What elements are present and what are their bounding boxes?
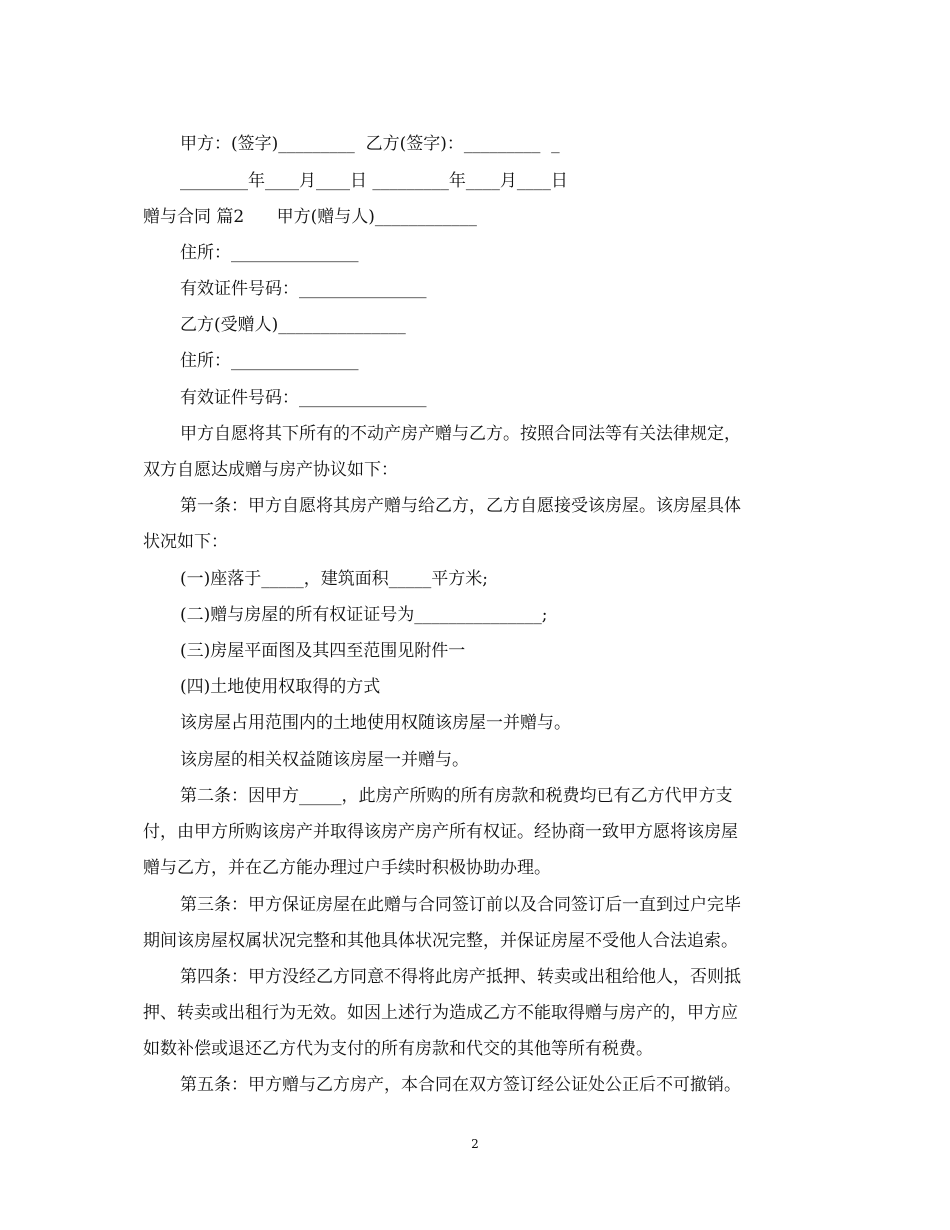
paragraph-line: 双方自愿达成赠与房产协议如下： — [143, 460, 398, 480]
signature-line: 甲方：(签字)_________ 乙方(签字)：_________ _ — [180, 134, 560, 154]
article-2-line: 付，由甲方所购该房产并取得该房产房产所有权证。经协商一致甲方愿将该房屋 — [143, 822, 738, 842]
clause-item: (三)房屋平面图及其四至范围见附件一 — [180, 641, 466, 661]
article-3-line: 第三条：甲方保证房屋在此赠与合同签订前以及合同签订后一直到过户完毕 — [180, 895, 741, 915]
clause-item: (四)土地使用权取得的方式 — [180, 677, 381, 697]
paragraph-line: 该房屋的相关权益随该房屋一并赠与。 — [180, 750, 469, 770]
donor-address: 住所：_______________ — [180, 243, 359, 263]
article-1-line: 第一条：甲方自愿将其房产赠与给乙方，乙方自愿接受该房屋。该房屋具体 — [180, 496, 741, 516]
article-2-line: 赠与乙方，并在乙方能办理过户手续时积极协助办理。 — [143, 858, 551, 878]
article-4-line: 押、转卖或出租行为无效。如因上述行为造成乙方不能取得赠与房产的，甲方应 — [143, 1003, 738, 1023]
article-5-line: 第五条：甲方赠与乙方房产，本合同在双方签订经公证处公正后不可撤销。 — [180, 1075, 741, 1095]
article-2-line: 第二条：因甲方_____，此房产所购的所有房款和税费均已有乙方代甲方支 — [180, 786, 733, 806]
section-heading: 赠与合同 篇2 甲方(赠与人)____________ — [143, 207, 477, 227]
donee-address: 住所：_______________ — [180, 351, 359, 371]
page-number: 2 — [471, 1137, 479, 1151]
date-line: ________年____月____日 _________年____月____日 — [180, 171, 568, 191]
donor-id-number: 有效证件号码：_______________ — [180, 279, 427, 299]
article-3-line: 期间该房屋权属状况完整和其他具体状况完整，并保证房屋不受他人合法追索。 — [143, 931, 738, 951]
clause-item: (二)赠与房屋的所有权证证号为_______________; — [180, 605, 548, 625]
paragraph-line: 甲方自愿将其下所有的不动产房产赠与乙方。按照合同法等有关法律规定， — [180, 424, 741, 444]
article-4-line: 第四条：甲方没经乙方同意不得将此房产抵押、转卖或出租给他人，否则抵 — [180, 967, 741, 987]
article-1-line: 状况如下： — [143, 532, 228, 552]
clause-item: (一)座落于_____，建筑面积_____平方米; — [180, 569, 488, 589]
donee-id-number: 有效证件号码：_______________ — [180, 388, 427, 408]
paragraph-line: 该房屋占用范围内的土地使用权随该房屋一并赠与。 — [180, 713, 571, 733]
donee-line: 乙方(受赠人)_______________ — [180, 315, 406, 335]
article-4-line: 如数补偿或退还乙方代为支付的所有房款和代交的其他等所有税费。 — [143, 1039, 653, 1059]
